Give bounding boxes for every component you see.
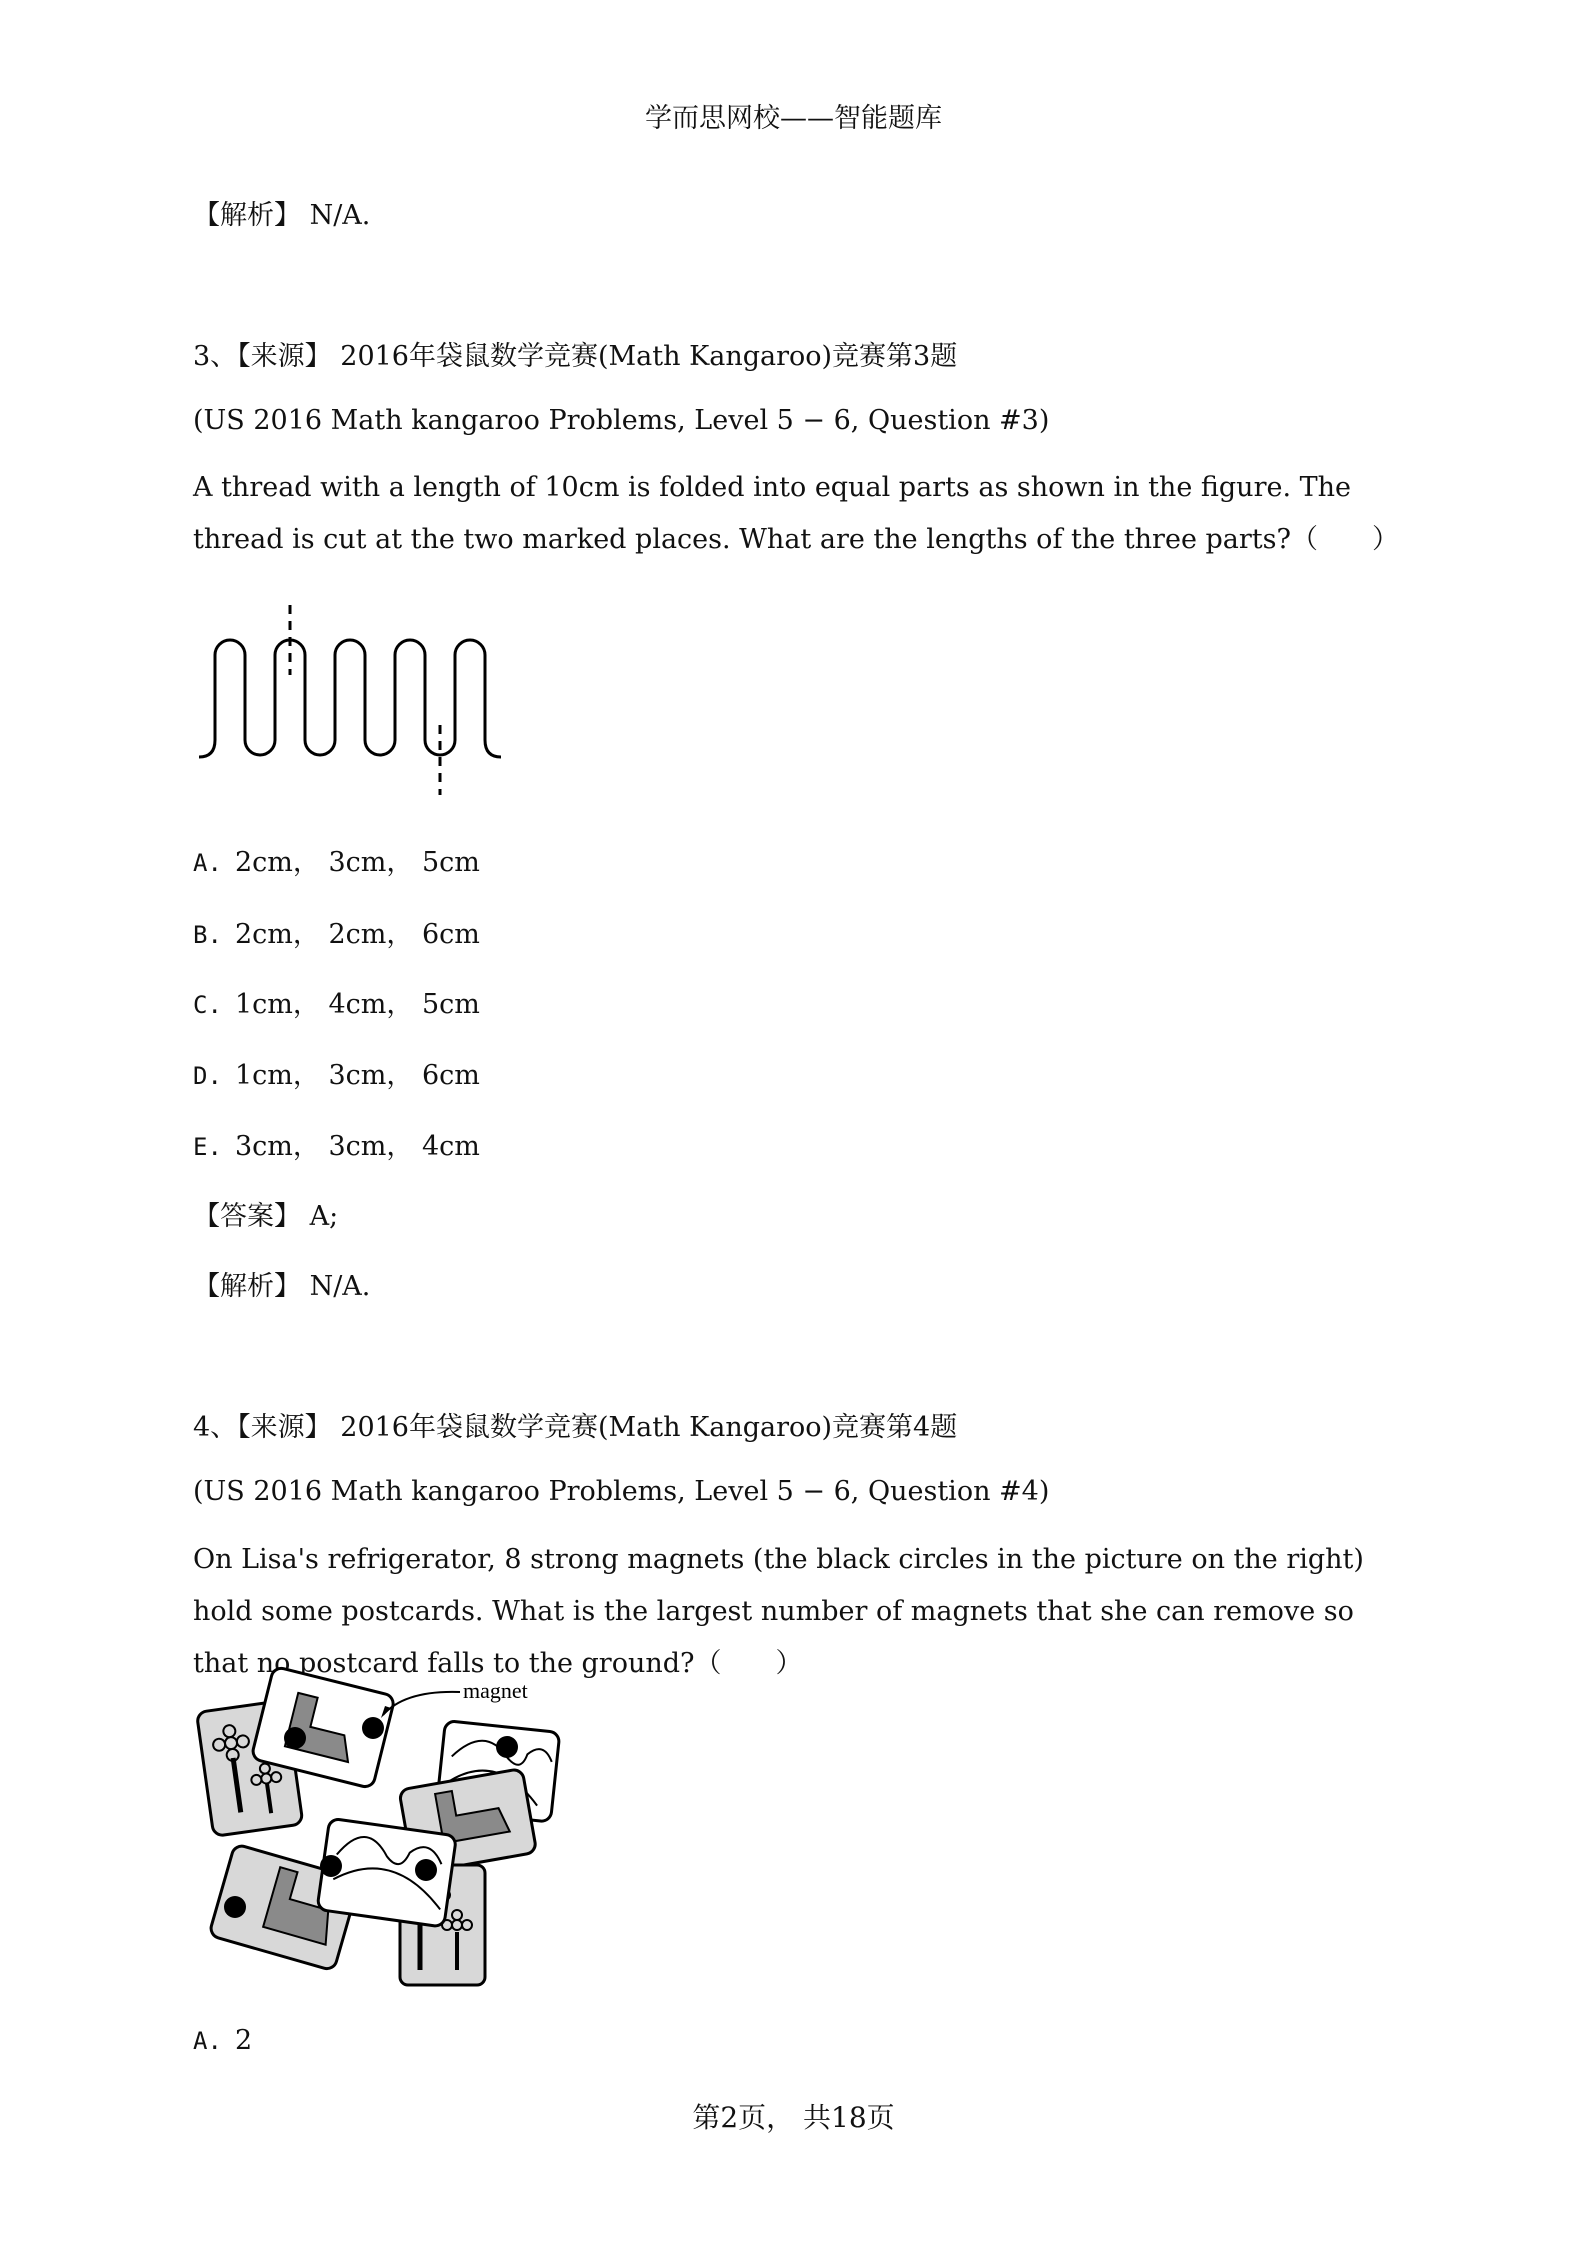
magnet-dot — [284, 1727, 306, 1749]
postcards-figure — [195, 1670, 625, 1990]
magnet-dot — [362, 1717, 384, 1739]
q3-option-d: D. 1cm， 3cm， 6cm — [193, 1060, 480, 1091]
magnet-dot — [224, 1896, 246, 1918]
magnet-dot — [415, 1859, 437, 1881]
page-footer: 第2页， 共18页 — [692, 2101, 895, 2134]
thread-figure — [195, 600, 505, 800]
q3-option-e: E. 3cm， 3cm， 4cm — [193, 1131, 480, 1162]
q3-source: 3、【来源】 2016年袋鼠数学竞赛(Math Kangaroo)竞赛第3题 — [193, 341, 958, 372]
prev-analysis: 【解析】 N/A. — [193, 200, 371, 231]
q4-option-a: A. 2 — [193, 2025, 253, 2056]
q4-reference: (US 2016 Math kangaroo Problems, Level 5 − 6, Question #4) — [193, 1476, 1050, 1507]
magnet-dot — [496, 1736, 518, 1758]
q4-source: 4、【来源】 2016年袋鼠数学竞赛(Math Kangaroo)竞赛第4题 — [193, 1412, 958, 1443]
magnet-dot — [320, 1855, 342, 1877]
q3-option-b: B. 2cm， 2cm， 6cm — [193, 919, 480, 950]
magnet-label: magnet — [463, 1678, 528, 1703]
q3-option-c: C. 1cm， 4cm， 5cm — [193, 989, 480, 1020]
q3-analysis: 【解析】 N/A. — [193, 1271, 371, 1302]
page-header: 学而思网校——智能题库 — [645, 103, 942, 134]
q3-question-text: A thread with a length of 10cm is folded into equal parts as shown in the figure. The thread is cut at the two marked places. What are the lengths of the three parts?（ ） — [193, 472, 1399, 555]
q3-reference: (US 2016 Math kangaroo Problems, Level 5 − 6, Question #3) — [193, 405, 1050, 436]
folded-thread — [199, 640, 501, 757]
q3-option-a: A. 2cm， 3cm， 5cm — [193, 847, 480, 878]
q3-answer: 【答案】 A; — [193, 1201, 339, 1232]
q4-question-text: On Lisa's refrigerator, 8 strong magnets (the black circles in the picture on the right) hold some postcards. What is the largest number of magnets that she can remove so that no postcard falls to the ground?（ ） — [193, 1544, 1364, 1679]
